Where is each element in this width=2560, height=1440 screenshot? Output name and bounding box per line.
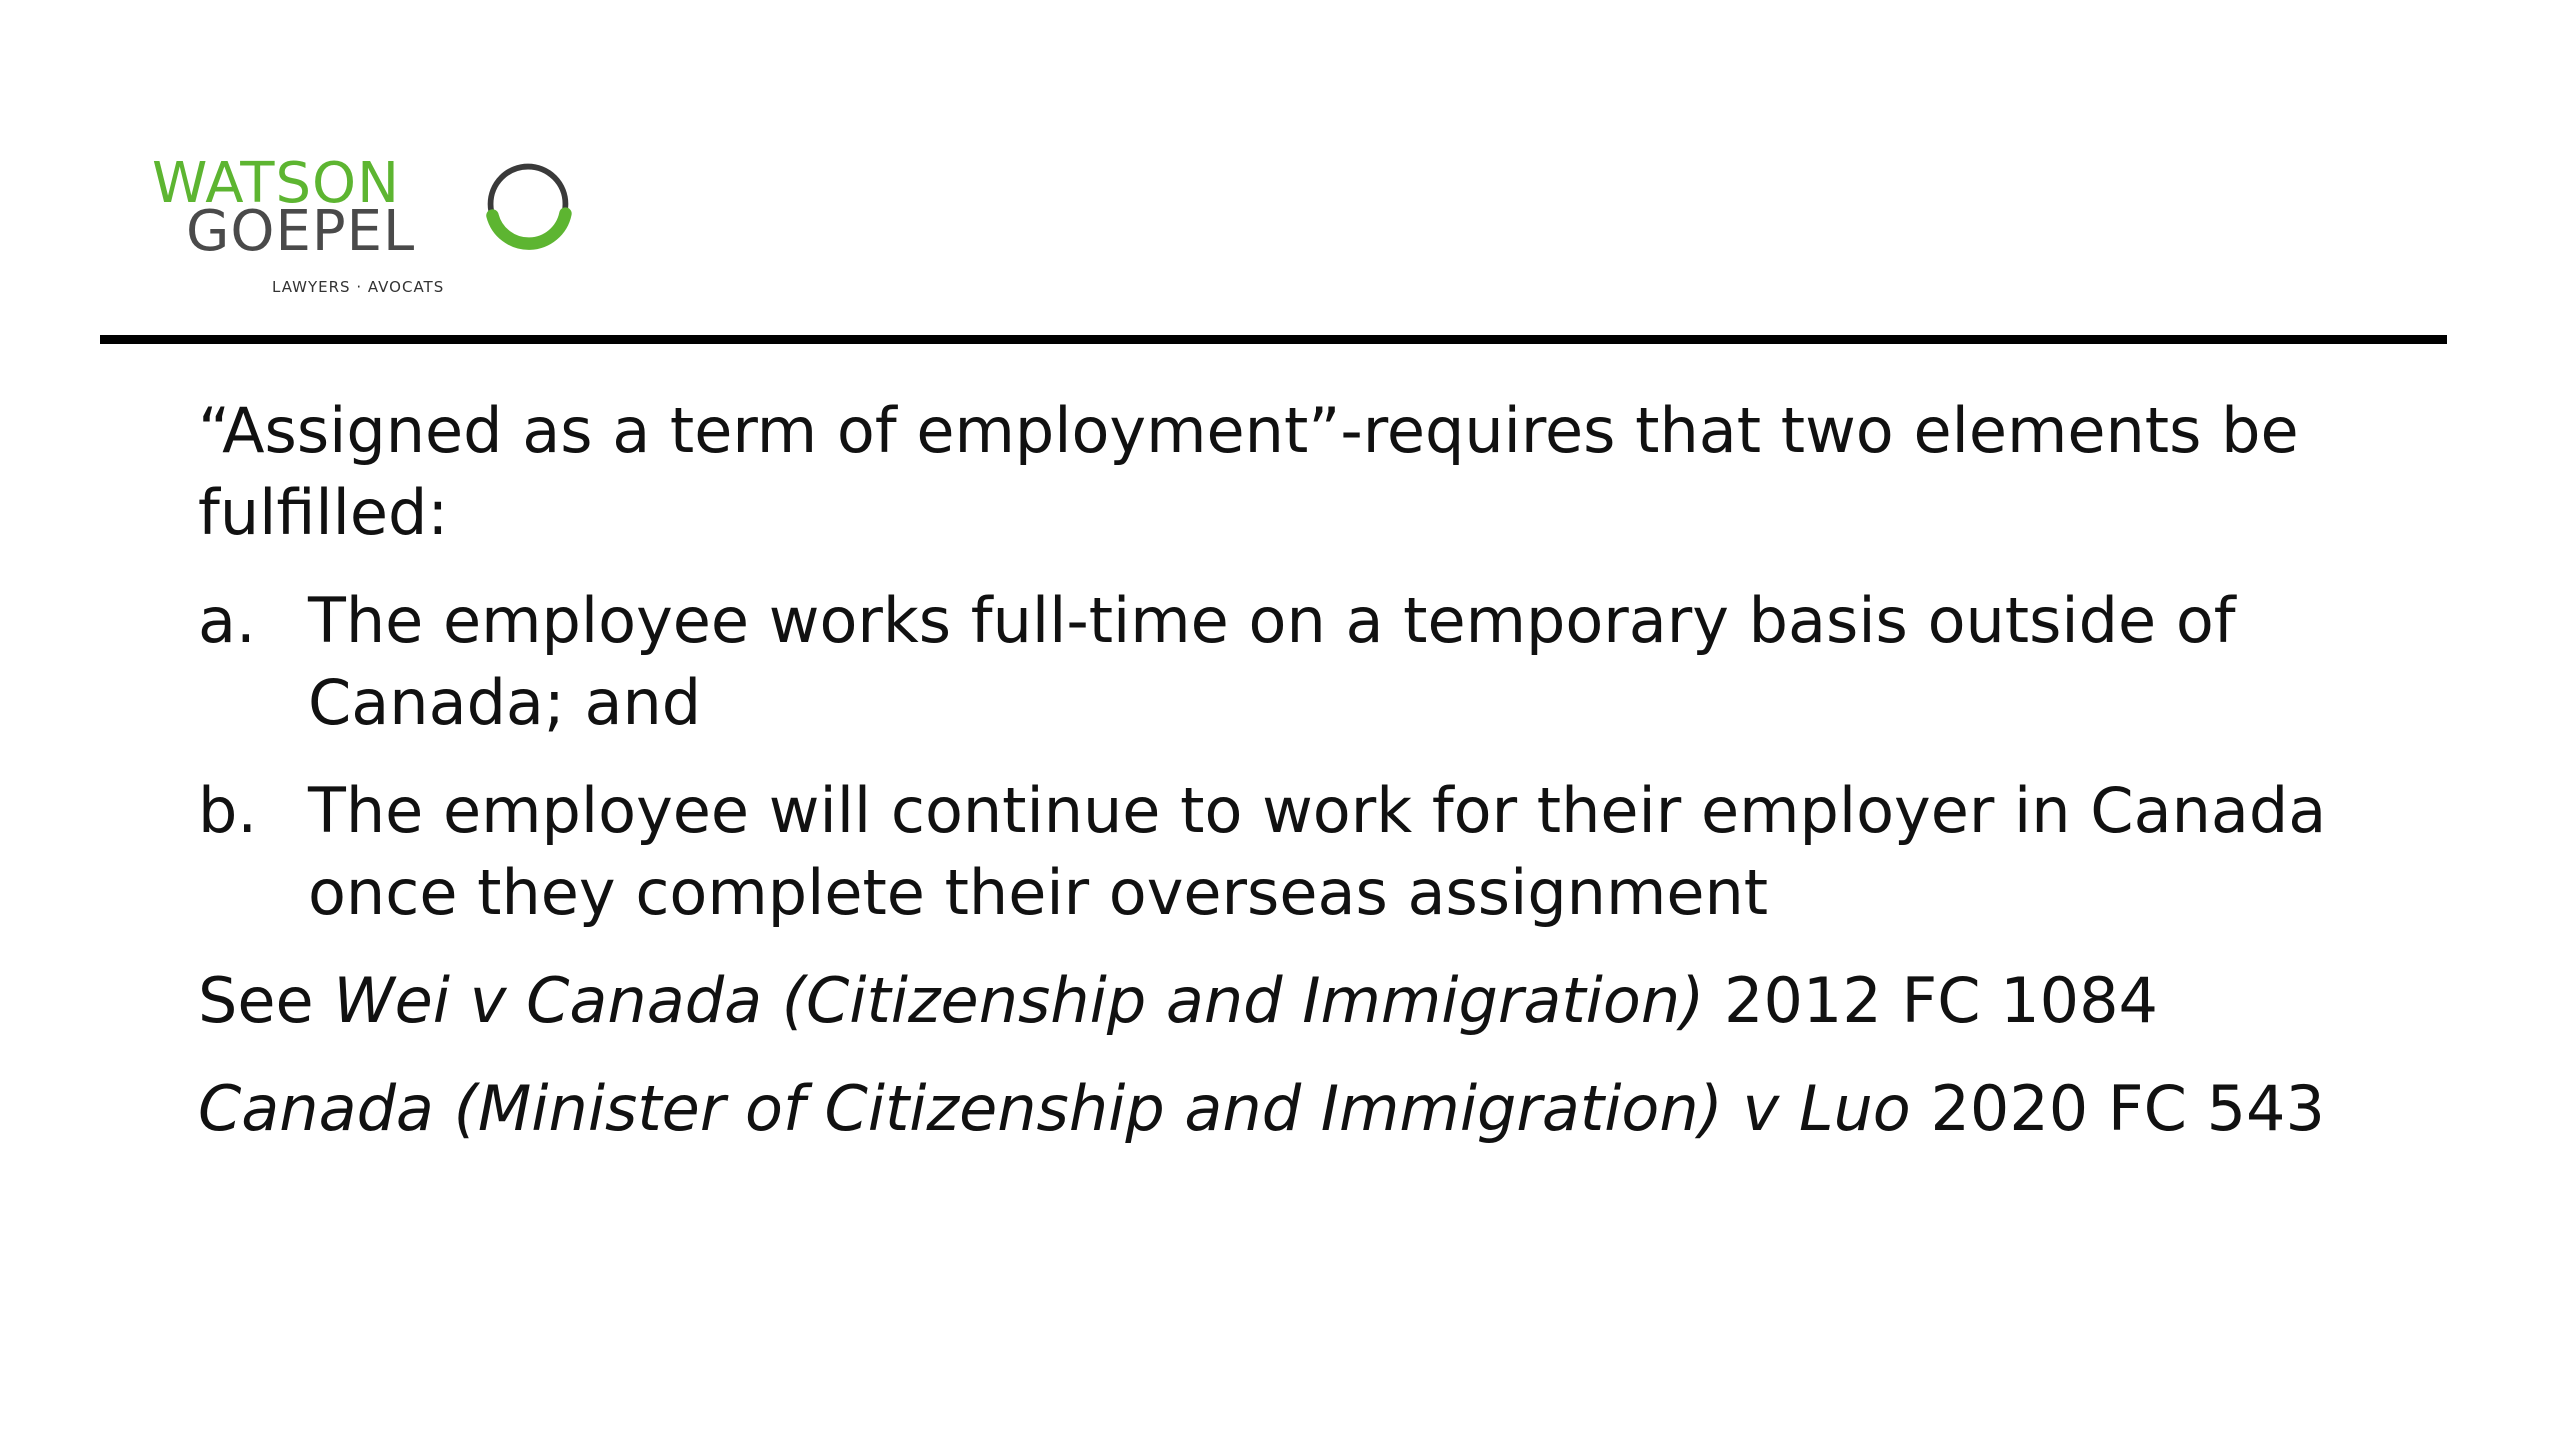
list-marker: b. xyxy=(198,774,258,847)
logo-tagline: LAWYERS · AVOCATS xyxy=(272,278,445,296)
case-name: Wei v Canada (Citizenship and Immigration) xyxy=(333,964,1705,1037)
list-item-text: The employee works full-time on a temporary basis outside of Canada; and xyxy=(308,584,2236,739)
logo-word-watson: WATSON xyxy=(152,151,400,216)
list-item xyxy=(198,580,2398,744)
ring-swoosh-icon xyxy=(480,156,576,252)
citation-luo xyxy=(198,1068,2398,1150)
header-divider xyxy=(100,335,2447,344)
case-name: Canada (Minister of Citizenship and Immigration) v Luo xyxy=(198,1072,1911,1145)
intro-text: “Assigned as a term of employment”-requires that two elements be fulfilled: xyxy=(198,394,2299,549)
citation-prefix: See xyxy=(198,964,334,1037)
slide-body xyxy=(198,390,2398,1176)
list-marker: a. xyxy=(198,584,256,657)
case-reference: 2012 FC 1084 xyxy=(1704,964,2158,1037)
case-reference: 2020 FC 543 xyxy=(1910,1072,2325,1145)
citation-wei xyxy=(198,960,2398,1042)
logo-word-goepel: GOEPEL xyxy=(186,199,416,264)
watson-goepel-logo xyxy=(150,150,580,300)
list-item xyxy=(198,770,2398,934)
list-item-text: The employee will continue to work for their employer in Canada once they complete their overseas assignment xyxy=(308,774,2327,929)
